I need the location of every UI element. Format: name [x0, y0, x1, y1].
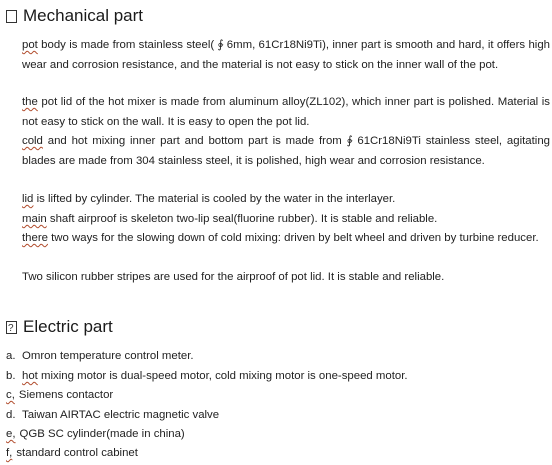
mechanical-item-f: [6, 229, 550, 249]
item-text: Taiwan AIRTAC electric magnetic valve: [22, 409, 220, 421]
item-lead: there: [22, 232, 48, 244]
item-text: Omron temperature control meter.: [22, 350, 194, 362]
item-text: and hot mixing inner part and bottom part is made from ∲ 61Cr18Ni9Ti stainless steel, agitating blades are made from 304 stainless steel, it is polished, high wear and corrosion resistance.: [22, 135, 550, 167]
item-marker: [6, 210, 22, 230]
mechanical-item-g: [6, 268, 550, 288]
item-marker: d.: [6, 409, 16, 421]
mechanical-item-b: [6, 93, 550, 132]
item-text: standard control cabinet: [16, 447, 138, 459]
item-text: Siemens contactor: [18, 389, 114, 401]
item-marker: [6, 190, 22, 210]
item-text: pot lid of the hot mixer is made from aluminum alloy(ZL102), which inner part is polished. Material is not easy to stick on the wall. It is easy to open the pot lid.: [22, 96, 550, 128]
mechanical-heading: [6, 6, 143, 26]
electric-item-f: [6, 444, 534, 464]
electric-item-e: [6, 425, 534, 445]
item-marker: c,: [6, 389, 15, 401]
mechanical-item-c: [6, 132, 550, 171]
item-text: two ways for the slowing down of cold mixing: driven by belt wheel and driven by turbine reducer.: [47, 232, 539, 244]
electric-item-c: [6, 386, 534, 406]
electric-heading-text: Electric part: [23, 317, 113, 336]
item-text: body is made from stainless steel( ∲ 6mm, 61Cr18Ni9Ti), inner part is smooth and hard, it offers high wear and corrosion resistance, and the material is not easy to stick on the inner wall of the pot.: [22, 39, 550, 71]
item-marker: b.: [6, 370, 16, 382]
item-marker: a.: [6, 350, 16, 362]
item-text: QGB SC cylinder(made in china): [19, 428, 185, 440]
item-lead: lid: [22, 193, 34, 205]
item-lead: pot: [22, 39, 38, 51]
electric-item-a: [6, 347, 534, 367]
item-lead: main: [22, 213, 47, 225]
item-text: Two silicon rubber stripes are used for the airproof of pot lid. It is stable and reliable.: [22, 271, 445, 283]
item-lead: cold: [22, 135, 43, 147]
mechanical-item-d: [6, 190, 550, 210]
mechanical-item-e: [6, 210, 550, 230]
electric-item-d: [6, 406, 534, 426]
item-marker: [6, 268, 22, 288]
electric-heading: [6, 317, 113, 337]
item-marker: e,: [6, 428, 16, 440]
mechanical-heading-text: Mechanical part: [23, 6, 144, 25]
item-marker: [6, 229, 22, 249]
item-marker: [6, 36, 22, 56]
checkbox-icon: [6, 10, 17, 23]
item-lead: the: [22, 96, 38, 108]
mechanical-item-a: [6, 36, 550, 75]
item-text: mixing motor is dual-speed motor, cold mixing motor is one-speed motor.: [37, 370, 408, 382]
item-marker: [6, 93, 22, 113]
item-lead: hot: [22, 370, 38, 382]
item-text: is lifted by cylinder. The material is cooled by the water in the interlayer.: [33, 193, 396, 205]
electric-item-b: [6, 367, 534, 387]
item-text: shaft airproof is skeleton two-lip seal(fluorine rubber). It is stable and reliable.: [46, 213, 438, 225]
item-marker: [6, 132, 22, 152]
checkbox-icon: [6, 321, 17, 334]
item-marker: f,: [6, 447, 13, 459]
